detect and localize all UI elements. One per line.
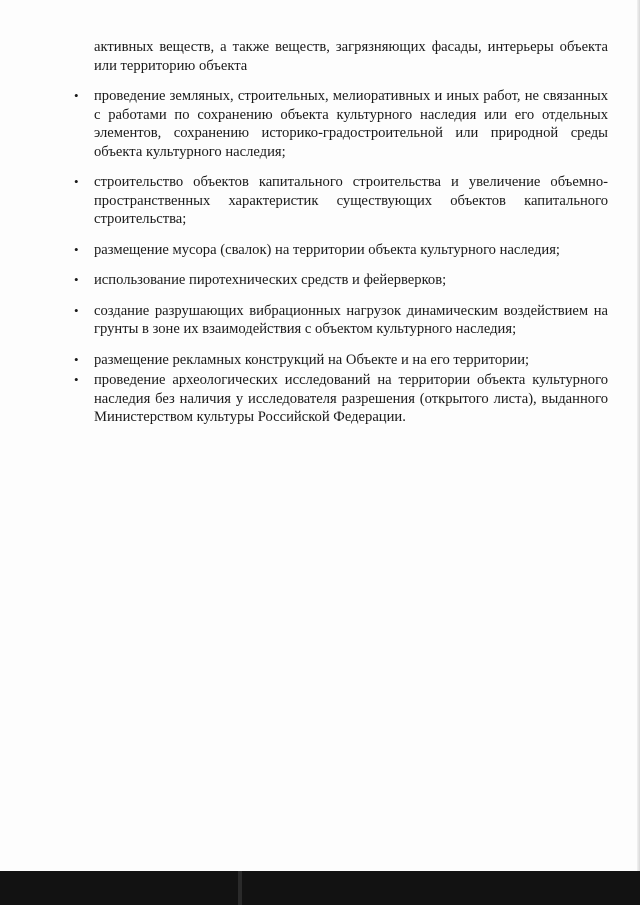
list-item-text: проведение археологических исследований на территории объекта культурного наследия без наличия у исследователя разрешения (открытого листа), выданного Министерством культуры Российской Федерации.: [94, 372, 608, 425]
list-item: [72, 302, 608, 339]
bullet-icon: •: [74, 88, 79, 103]
bullet-icon: •: [74, 241, 79, 257]
list-item: [72, 351, 608, 370]
bullet-icon: •: [74, 174, 79, 189]
prohibitions-list: [72, 87, 608, 427]
bullet-icon: •: [74, 372, 79, 387]
list-item-text: создание разрушающих вибрационных нагрузок динамическим воздействием на грунты в зоне их взаимодействия с объектом культурного наследия;: [94, 302, 608, 337]
list-item: [72, 241, 608, 260]
list-item-text: размещение мусора (свалок) на территории объекта культурного наследия;: [94, 241, 560, 258]
list-item: [72, 371, 608, 427]
document-body: [72, 38, 608, 427]
list-item-text: строительство объектов капитального строительства и увеличение объемно-пространственных характеристик существующих объектов капитального строительства;: [94, 174, 608, 227]
list-item-text: проведение земляных, строительных, мелиоративных и иных работ, не связанных с работами по сохранению объекта культурного наследия или его отдельных элементов, сохранению историко-градостроительной или природной среды объекта культурного наследия;: [94, 88, 608, 160]
bullet-icon: •: [74, 302, 79, 318]
list-item: [72, 271, 608, 290]
continuation-paragraph: активных веществ, а также веществ, загрязняющих фасады, интерьеры объекта или территорию объекта: [94, 39, 608, 74]
list-item-text: размещение рекламных конструкций на Объекте и на его территории;: [94, 351, 530, 368]
list-item-text: использование пиротехнических средств и фейерверков;: [94, 272, 447, 288]
scan-bottom-bar: [0, 871, 640, 905]
list-item: [72, 87, 608, 161]
list-item: [72, 173, 608, 229]
bullet-icon: •: [74, 351, 79, 367]
bullet-icon: •: [74, 272, 79, 287]
scan-bar-seam: [238, 871, 242, 905]
